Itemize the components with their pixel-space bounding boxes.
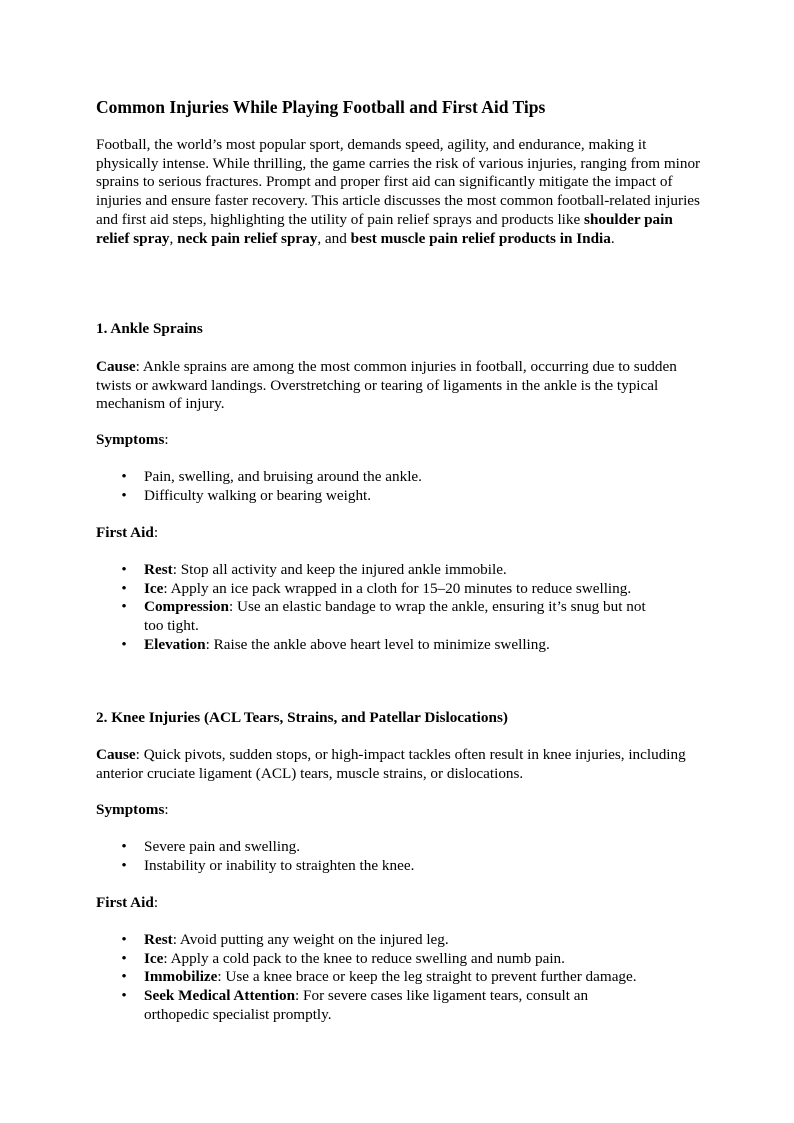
cause-text: : Quick pivots, sudden stops, or high-impact tackles often result in knee injuries, including anterior cruciate ligament (ACL) tears, muscle strains, or dislocations. bbox=[96, 746, 686, 782]
bullet-icon: • bbox=[121, 561, 127, 578]
bullet-icon: • bbox=[121, 856, 127, 874]
list-item: • Difficulty walking or bearing weight. bbox=[96, 487, 656, 506]
list-item: • Immobilize: Use a knee brace or keep the leg straight to prevent further damage. bbox=[96, 968, 656, 987]
keyword-muscle-products: best muscle pain relief products in India bbox=[350, 229, 611, 247]
intro-paragraph: Football, the world’s most popular sport, demands speed, agility, and endurance, making it physically intense. While thrilling, the game carries the risk of various injuries, ranging from minor sprains to serious fractures. Prompt and proper first aid can significantly mitigate the impact of injuries and ensure faster recovery. This article discusses the most common football-related injuries and first aid steps, highlighting the utility of pain relief sprays and products like shoulder pain relief spray, neck pain relief spray, and best muscle pain relief products in India. bbox=[96, 136, 701, 247]
bullet-icon: • bbox=[121, 635, 127, 653]
symptoms-list bbox=[96, 838, 656, 875]
list-item: • Severe pain and swelling. bbox=[96, 838, 656, 857]
symptoms-label: Symptoms: bbox=[96, 431, 169, 448]
symptoms-list bbox=[96, 468, 656, 505]
bullet-icon: • bbox=[121, 468, 127, 485]
cause-label: Cause bbox=[96, 358, 136, 375]
bullet-icon: • bbox=[121, 486, 127, 504]
cause-text: : Ankle sprains are among the most common injuries in football, occurring due to sudden twists or awkward landings. Overstretching or tearing of ligaments in the ankle is the typical mechanism of injury. bbox=[96, 358, 677, 413]
bullet-icon: • bbox=[121, 949, 127, 967]
section-heading-ankle-sprains: 1. Ankle Sprains bbox=[96, 320, 203, 337]
bullet-icon: • bbox=[121, 968, 127, 986]
keyword-neck-spray: neck pain relief spray bbox=[177, 229, 318, 247]
list-item: • Seek Medical Attention: For severe cases like ligament tears, consult an orthopedic specialist promptly. bbox=[96, 987, 656, 1024]
symptoms-label: Symptoms: bbox=[96, 801, 169, 818]
list-item: • Rest: Stop all activity and keep the injured ankle immobile. bbox=[96, 561, 656, 580]
list-item: • Rest: Avoid putting any weight on the injured leg. bbox=[96, 931, 656, 950]
bullet-icon: • bbox=[121, 838, 127, 855]
first-aid-list bbox=[96, 931, 656, 1025]
bullet-icon: • bbox=[121, 598, 127, 616]
first-aid-list bbox=[96, 561, 656, 655]
section-heading-knee-injuries: 2. Knee Injuries (ACL Tears, Strains, and Patellar Dislocations) bbox=[96, 709, 508, 726]
list-item: • Compression: Use an elastic bandage to wrap the ankle, ensuring it’s snug but not too tight. bbox=[96, 598, 656, 635]
cause-label: Cause bbox=[96, 746, 136, 763]
bullet-icon: • bbox=[121, 987, 127, 1005]
list-item: • Elevation: Raise the ankle above heart level to minimize swelling. bbox=[96, 636, 656, 655]
cause-paragraph bbox=[96, 358, 706, 414]
cause-paragraph bbox=[96, 746, 706, 783]
list-item: • Ice: Apply an ice pack wrapped in a cloth for 15–20 minutes to reduce swelling. bbox=[96, 580, 656, 599]
list-item: • Ice: Apply a cold pack to the knee to reduce swelling and numb pain. bbox=[96, 950, 656, 969]
list-item: • Pain, swelling, and bruising around the ankle. bbox=[96, 468, 656, 487]
document-title: Common Injuries While Playing Football and First Aid Tips bbox=[96, 97, 546, 117]
list-item: • Instability or inability to straighten the knee. bbox=[96, 857, 656, 876]
first-aid-label: First Aid: bbox=[96, 524, 159, 541]
first-aid-label: First Aid: bbox=[96, 894, 159, 911]
bullet-icon: • bbox=[121, 579, 127, 597]
intro-text: Football, the world’s most popular sport, demands speed, agility, and endurance, making it physically intense. While thrilling, the game carries the risk of various injuries, ranging from minor sprains to serious fractures. Prompt and proper first aid can significantly mitigate the impact of injuries and ensure faster recovery. This article discusses the most common football-related injuries and first aid steps, highlighting the utility of pain relief sprays and products like bbox=[96, 136, 701, 228]
bullet-icon: • bbox=[121, 931, 127, 948]
keyword-shoulder-spray: shoulder pain relief spray bbox=[96, 210, 673, 247]
